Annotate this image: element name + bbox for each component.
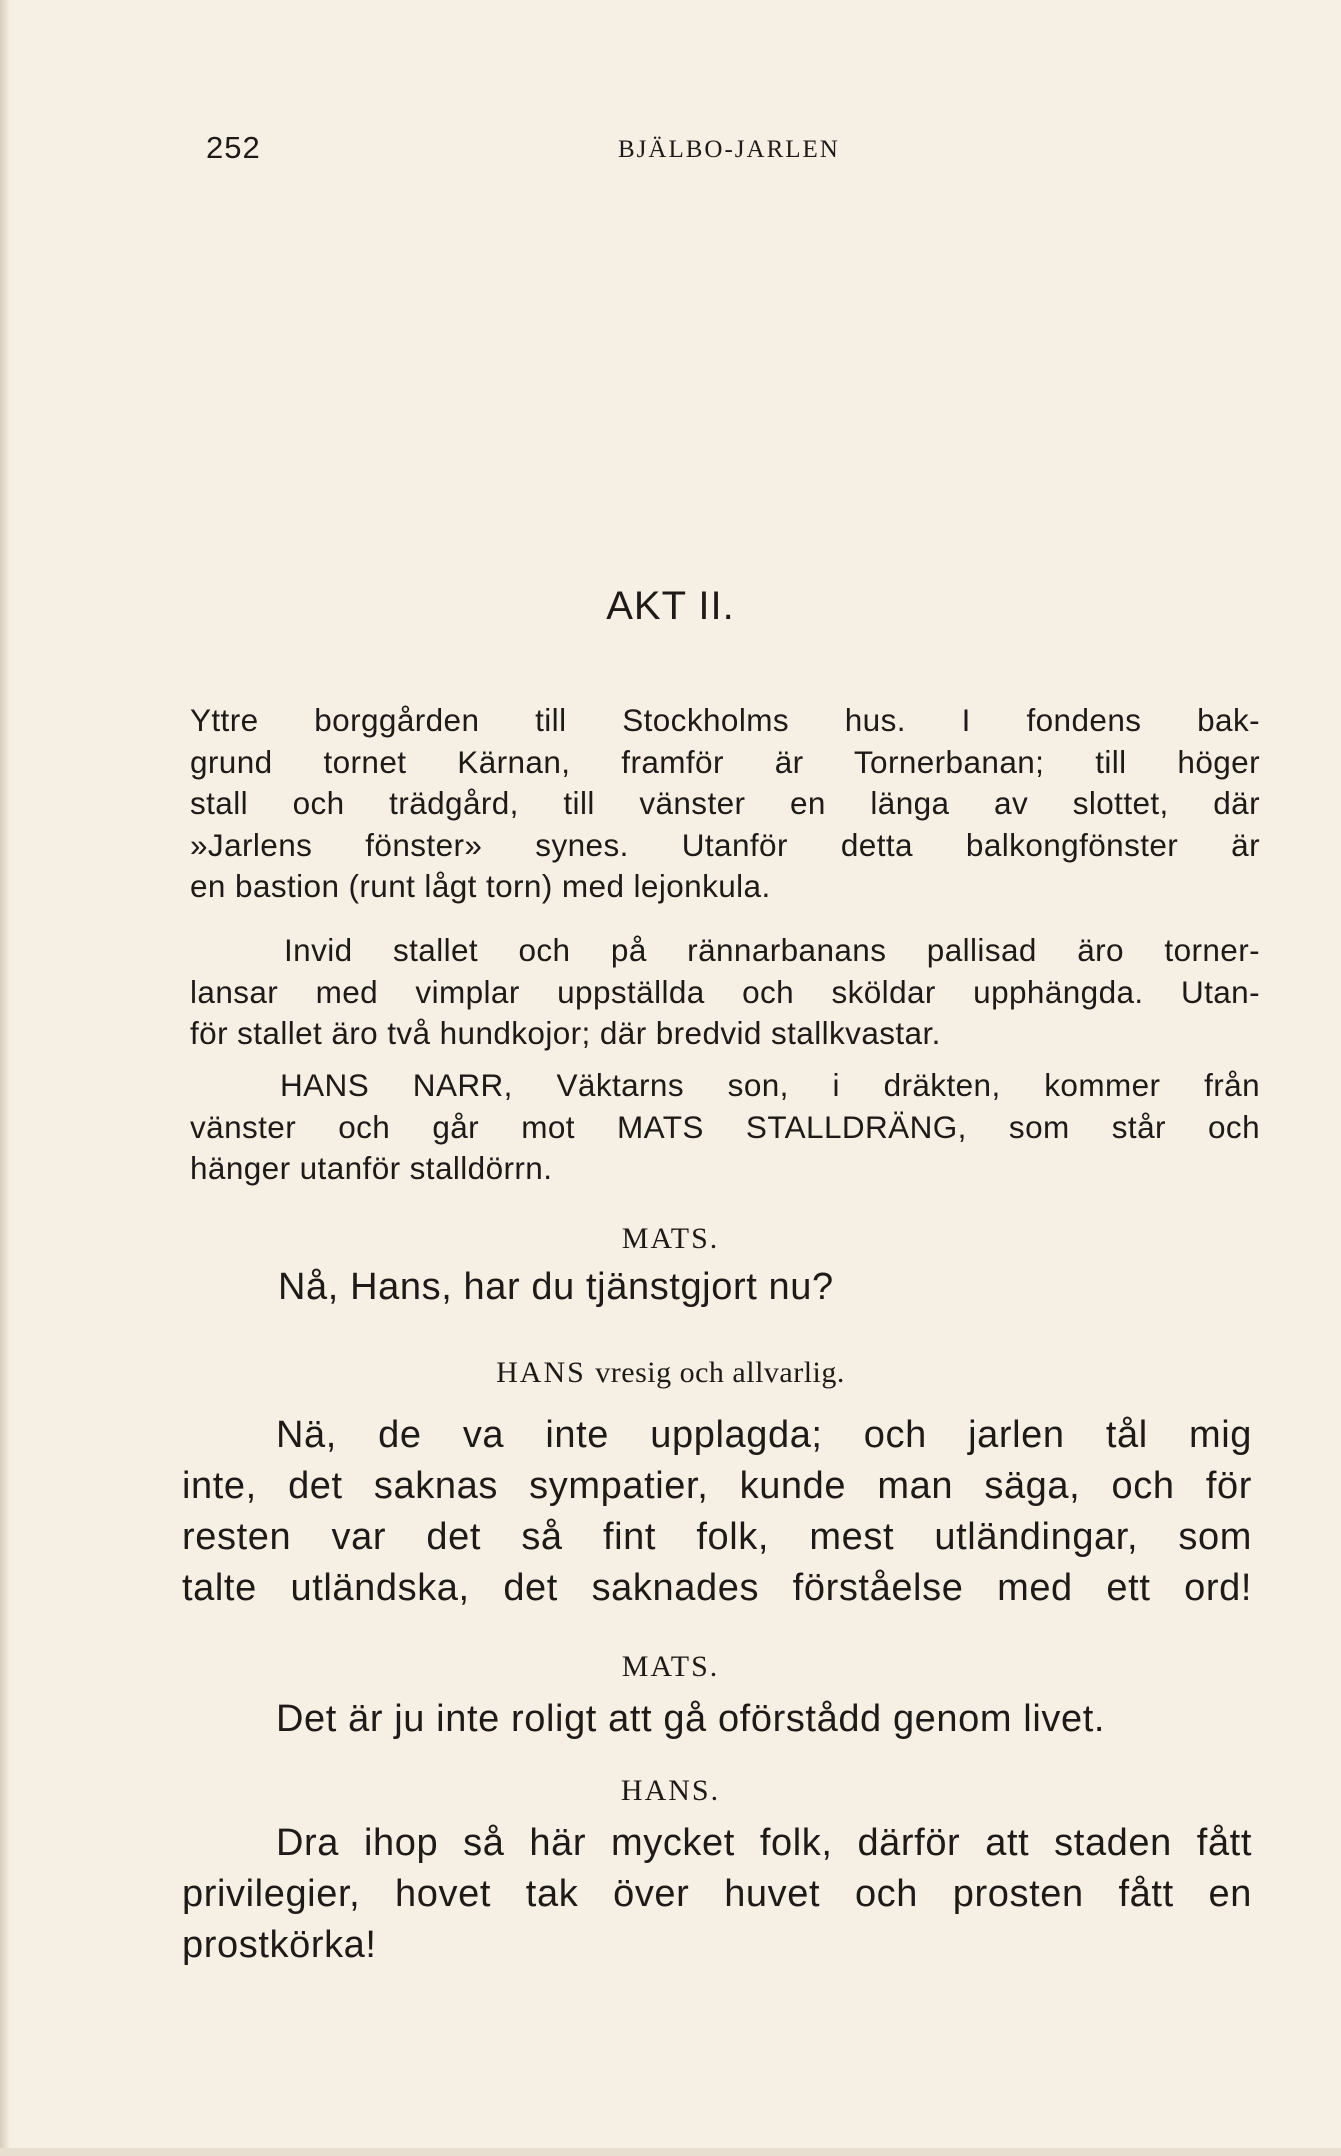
text-line: stall och trädgård, till vänster en länga av slottet, där [190,785,1260,821]
speech-line: prostkörka! [182,1924,377,1966]
text-line: Invid stallet och på rännarbanans pallisad äro torner- [284,932,1260,968]
page-number: 252 [206,130,261,165]
speech-line: Det är ju inte roligt att gå oförstådd genom livet. [276,1698,1106,1740]
text-line: hänger utanför stalldörrn. [190,1150,553,1186]
speaker-label: HANS [496,1356,586,1389]
page-bottom-edge [0,2148,1341,2156]
text-line: grund tornet Kärnan, framför är Tornerbanan; till höger [190,743,1260,780]
speech-line: Nä, de va inte upplagda; och jarlen tål mig [276,1414,1252,1456]
page-header [0,130,1341,170]
speech [182,1410,1252,1614]
speech-line: privilegier, hovet tak över huvet och prosten fått en [182,1873,1252,1915]
speech [182,1694,1252,1745]
text-line: lansar med vimplar uppställda och sköldar upphängda. Utan- [190,973,1260,1010]
speaker-name [0,1650,1341,1684]
running-title: BJÄLBO-JARLEN [618,136,840,163]
text-line: »Jarlens fönster» synes. Utanför detta balkongfönster är [190,826,1260,863]
stage-direction-inline: vresig och allvarlig. [595,1356,845,1389]
speaker-label: MATS. [621,1222,720,1255]
speech [182,1262,1252,1313]
act-heading: AKT II. [606,584,735,628]
speech-line: resten var det så fint folk, mest utländingar, som [182,1516,1252,1558]
speaker-label: HANS. [620,1774,721,1807]
speech-line: Nå, Hans, har du tjänstgjort nu? [278,1266,834,1308]
speaker-label: MATS. [621,1650,720,1683]
text-line: Yttre borggården till Stockholms hus. I fondens bak- [190,702,1260,738]
stage-direction-setting [190,700,1260,908]
speaker-name [0,1222,1341,1256]
stage-direction-props [190,930,1260,1055]
speech [182,1818,1252,1971]
speech-line: Dra ihop så här mycket folk, därför att staden fått [276,1822,1252,1864]
text-line: HANS NARR, Väktarns son, i dräkten, kommer från [280,1067,1260,1103]
speech-line: talte utländska, det saknades förståelse med ett ord! [182,1567,1252,1609]
text-line: en bastion (runt lågt torn) med lejonkula. [190,868,771,904]
page-edge [0,0,10,2156]
text-line: vänster och går mot MATS STALLDRÄNG, som står och [190,1108,1260,1145]
speech-line: inte, det saknas sympatier, kunde man säga, och för [182,1465,1252,1507]
speaker-name [0,1774,1341,1808]
stage-direction-entrance [190,1065,1260,1190]
text-line: för stallet äro två hundkojor; där bredvid stallkvastar. [190,1015,941,1051]
speaker-name [0,1356,1341,1390]
